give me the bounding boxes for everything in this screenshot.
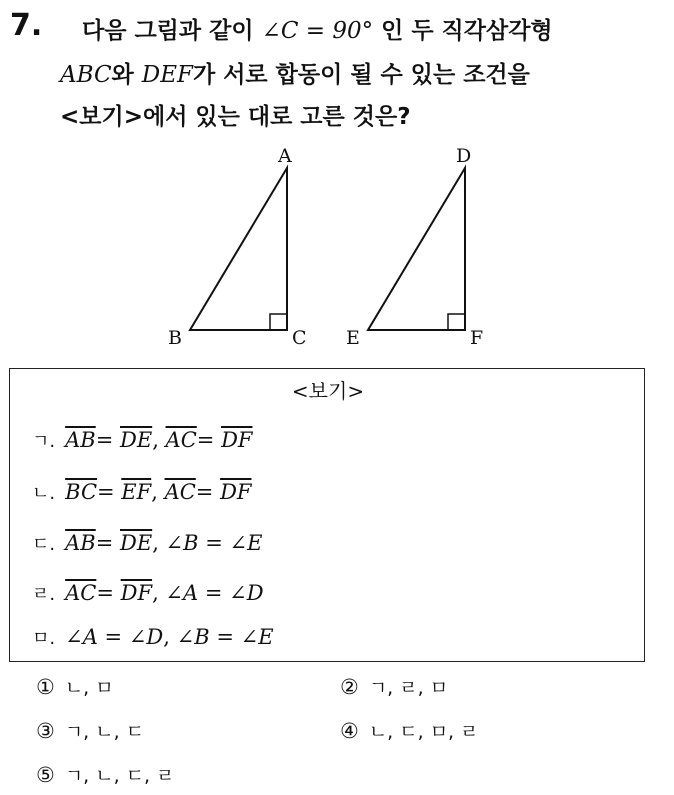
choice-text: ㄱ, ㄴ, ㄷ [64,721,145,743]
equals: = [96,581,121,605]
bogi-item-4 [32,580,264,606]
segment: $\overline{AC}$ [65,581,97,605]
choice-5[interactable] [36,761,174,788]
choice-number: ① [36,675,55,699]
question-line-1-pre: 다음 그림과 같이 [82,18,262,44]
segment: $\overline{DF}$ [221,428,253,452]
segment: $\overline{AB}$ [65,531,96,555]
segment: $\overline{DE}$ [120,531,153,555]
segment: $\overline{AC}$ [165,428,197,452]
separator: , [152,428,166,452]
bogi-item-label: ㄴ. [32,483,56,504]
question-line-3: <보기>에서 있는 대로 고른 것은? [60,104,411,130]
bogi-item-3 [32,530,262,556]
separator: , [151,480,165,504]
segment: $\overline{DE}$ [120,428,153,452]
question-line-1-post: 인 두 직각삼각형 [373,18,553,44]
right-angle-mark-c [270,314,287,330]
bogi-title: <보기> [291,379,365,403]
triangle-abc-shape [190,168,287,330]
question-line-2 [60,56,530,89]
question-line-2-mid: 와 [111,62,142,88]
choice-number: ③ [36,719,55,743]
question-angle-condition: ∠C = 90° [261,18,374,44]
triangle-def-shape [368,168,465,330]
choice-text: ㄴ, ㅁ [64,677,114,699]
triangle-abc [168,145,307,349]
bogi-item-label: ㄷ. [32,534,56,555]
separator: , [152,581,166,605]
segment: $\overline{DF}$ [220,480,252,504]
choice-4[interactable] [340,717,478,744]
choice-2[interactable] [340,673,448,700]
choice-3[interactable] [36,717,144,744]
label-d: D [456,145,472,167]
choice-number: ② [340,675,359,699]
choice-text: ㄴ, ㄷ, ㅁ, ㄹ [368,721,479,743]
angle-condition: ∠A = ∠D [65,625,164,649]
choice-text: ㄱ, ㄹ, ㅁ [368,677,449,699]
angle-condition: ∠B = ∠E [176,625,274,649]
bogi-item-label: ㄹ. [32,584,56,605]
label-c: C [292,327,307,349]
choice-number: ④ [340,719,359,743]
equals: = [196,428,222,452]
question-number: 7. [10,8,43,43]
angle-condition: ∠A = ∠D [165,581,264,605]
label-a: A [278,145,292,167]
segment: $\overline{BC}$ [65,480,98,504]
choice-1[interactable] [36,673,114,700]
label-b: B [168,327,182,349]
segment: $\overline{DF}$ [120,581,153,605]
equals: = [97,480,122,504]
bogi-item-label: ㅁ. [32,628,56,649]
triangles-figure [0,138,674,358]
equals: = [195,480,221,504]
segment: $\overline{EF}$ [121,480,152,504]
label-e: E [346,327,360,349]
right-angle-mark-f [448,314,465,330]
bogi-item-1 [32,427,252,453]
equals: = [95,428,121,452]
triangle-def [346,145,483,349]
bogi-item-label: ㄱ. [32,431,56,452]
equals: = [95,531,121,555]
label-f: F [470,327,484,349]
question-line-1 [82,12,553,45]
bogi-box [9,368,645,662]
choice-text: ㄱ, ㄴ, ㄷ, ㄹ [64,765,175,787]
separator: , [163,625,177,649]
triangle-def-name: DEF [141,62,193,88]
segment: $\overline{AC}$ [164,480,196,504]
bogi-item-5 [32,624,274,650]
bogi-item-2 [32,479,252,505]
separator: , [152,531,166,555]
segment: $\overline{AB}$ [65,428,96,452]
angle-condition: ∠B = ∠E [165,531,263,555]
choice-number: ⑤ [36,763,55,787]
triangle-abc-name: ABC [60,62,112,88]
question-line-2-post: 가 서로 합동이 될 수 있는 조건을 [192,62,530,88]
